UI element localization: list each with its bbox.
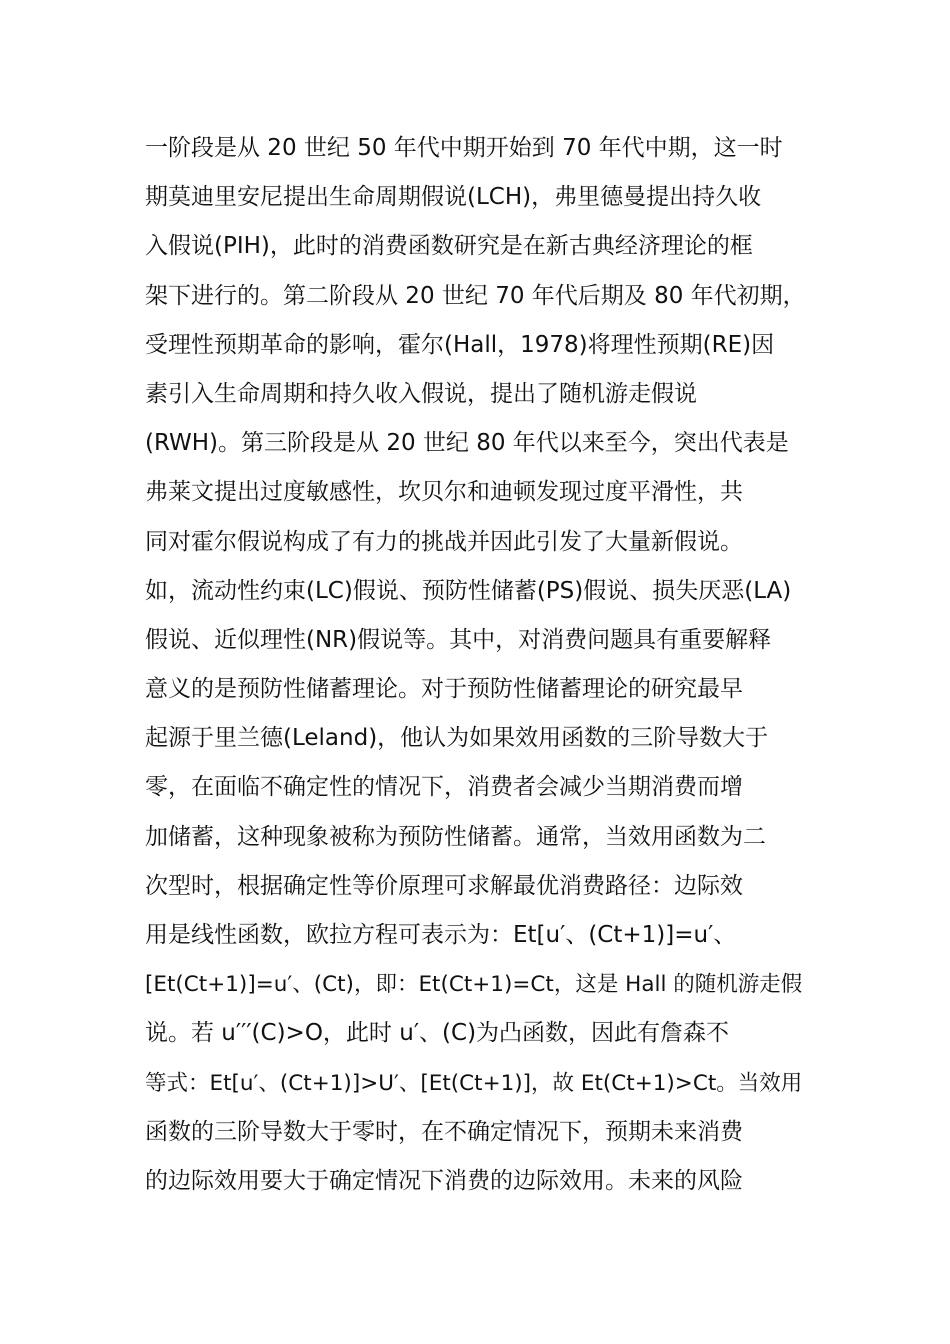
text-line: 如，流动性约束(LC)假说、预防性储蓄(PS)假说、损失厌恶(LA)	[145, 577, 792, 604]
text-line: 等式：Et[u′、(Ct+1)]>U′、[Et(Ct+1)]，故 Et(Ct+1)>Ct。当效用	[145, 1070, 803, 1096]
text-line: 受理性预期革命的影响，霍尔(Hall，1978)将理性预期(RE)因	[145, 331, 775, 358]
text-line: 零，在面临不确定性的情况下，消费者会减少当期消费而增	[145, 774, 743, 801]
body-paragraph	[145, 124, 810, 1206]
text-line: (RWH)。第三阶段是从 20 世纪 80 年代以来至今，突出代表是	[145, 430, 789, 457]
text-line: 入假说(PIH)，此时的消费函数研究是在新古典经济理论的框	[145, 233, 753, 260]
text-line: 起源于里兰德(Leland)，他认为如果效用函数的三阶导数大于	[145, 725, 769, 752]
text-line: 说。若 u′′′(C)>O，此时 u′、(C)为凸函数，因此有詹森不	[145, 1020, 730, 1047]
text-line: 素引入生命周期和持久收入假说，提出了随机游走假说	[145, 380, 697, 407]
text-line: 用是线性函数，欧拉方程可表示为：Et[u′、(Ct+1)]=u′、	[145, 922, 737, 948]
text-line: 弗莱文提出过度敏感性，坎贝尔和迪顿发现过度平滑性，共	[145, 479, 743, 506]
text-line: 的边际效用要大于确定情况下消费的边际效用。未来的风险	[145, 1167, 743, 1194]
text-line: 函数的三阶导数大于零时，在不确定情况下，预期未来消费	[145, 1118, 743, 1145]
text-line: 假说、近似理性(NR)假说等。其中，对消费问题具有重要解释	[145, 626, 772, 653]
text-line: 同对霍尔假说构成了有力的挑战并因此引发了大量新假说。	[145, 528, 743, 555]
text-line: 架下进行的。第二阶段从 20 世纪 70 年代后期及 80 年代初期，	[145, 282, 806, 309]
text-line: 意义的是预防性储蓄理论。对于预防性储蓄理论的研究最早	[145, 676, 743, 703]
text-line: 期莫迪里安尼提出生命周期假说(LCH)，弗里德曼提出持久收	[145, 184, 762, 211]
text-line: 一阶段是从 20 世纪 50 年代中期开始到 70 年代中期，这一时	[145, 135, 783, 161]
text-line: 次型时，根据确定性等价原理可求解最优消费路径：边际效	[145, 872, 743, 899]
text-line: [Et(Ct+1)]=u′、(Ct)，即：Et(Ct+1)=Ct，这是 Hall 的随机游走假	[145, 972, 803, 998]
text-line: 加储蓄，这种现象被称为预防性储蓄。通常，当效用函数为二	[145, 823, 766, 850]
